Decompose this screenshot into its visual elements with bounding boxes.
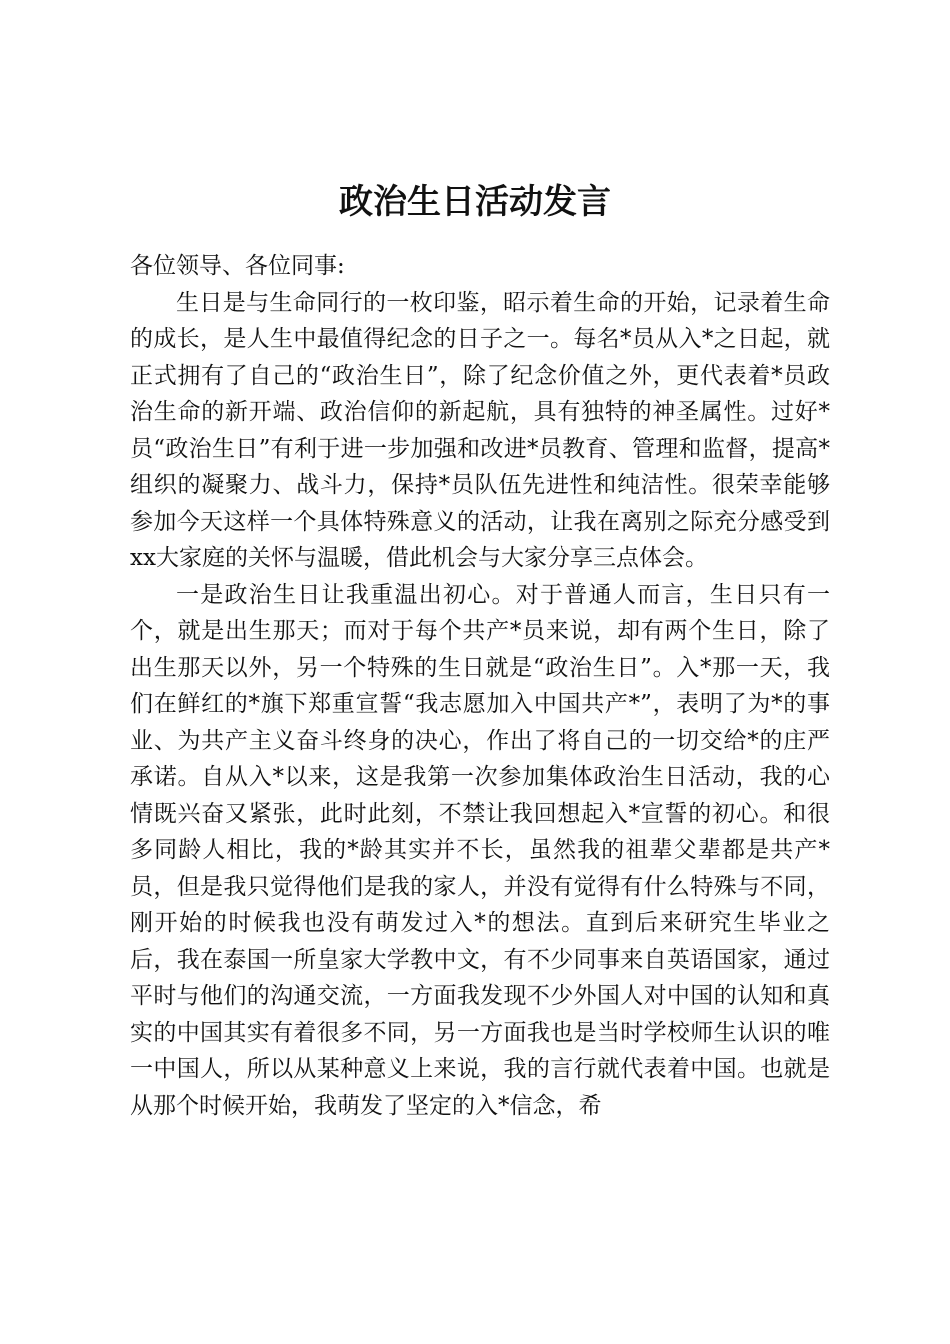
- salutation: 各位领导、各位同事:: [130, 253, 345, 279]
- document-title: 政治生日活动发言: [339, 182, 611, 222]
- paragraph-2: 一是政治生日让我重温出初心。对于普通人而言，生日只有一个，就是出生那天；而对于每个共产*员来说，却有两个生日，除了出生那天以外，另一个特殊的生日就是“政治生日”。入*那一天，我们在鲜红的*旗下郑重宣誓“我志愿加入中国共产*”，表明了为*的事业、为共产主义奋斗终身的决心，作出了将自己的一切交给*的庄严承诺。自从入*以来，这是我第一次参加集体政治生日活动，我的心情既兴奋又紧张，此时此刻，不禁让我回想起入*宣誓的初心。和很多同龄人相比，我的*龄其实并不长，虽然我的祖辈父辈都是共产*员，但是我只觉得他们是我的家人，并没有觉得有什么特殊与不同，刚开始的时候我也没有萌发过入*的想法。直到后来研究生毕业之后，我在泰国一所皇家大学教中文，有不少同事来自英语国家，通过平时与他们的沟通交流，一方面我发现不少外国人对中国的认知和真实的中国其实有着很多不同，另一方面我也是当时学校师生认识的唯一中国人，所以从某种意义上来说，我的言行就代表着中国。也就是从那个时候开始，我萌发了坚定的入*信念，希: [130, 581, 830, 1119]
- document-body: [130, 248, 830, 1124]
- paragraph-1: 生日是与生命同行的一枚印鉴，昭示着生命的开始，记录着生命的成长，是人生中最值得纪念的日子之一。每名*员从入*之日起，就正式拥有了自己的“政治生日”，除了纪念价值之外，更代表着*员政治生命的新开端、政治信仰的新起航，具有独特的神圣属性。过好*员“政治生日”有利于进一步加强和改进*员教育、管理和监督，提高*组织的凝聚力、战斗力，保持*员队伍先进性和纯洁性。很荣幸能够参加今天这样一个具体特殊意义的活动，让我在离别之际充分感受到xx大家庭的关怀与温暖，借此机会与大家分享三点体会。: [130, 289, 830, 571]
